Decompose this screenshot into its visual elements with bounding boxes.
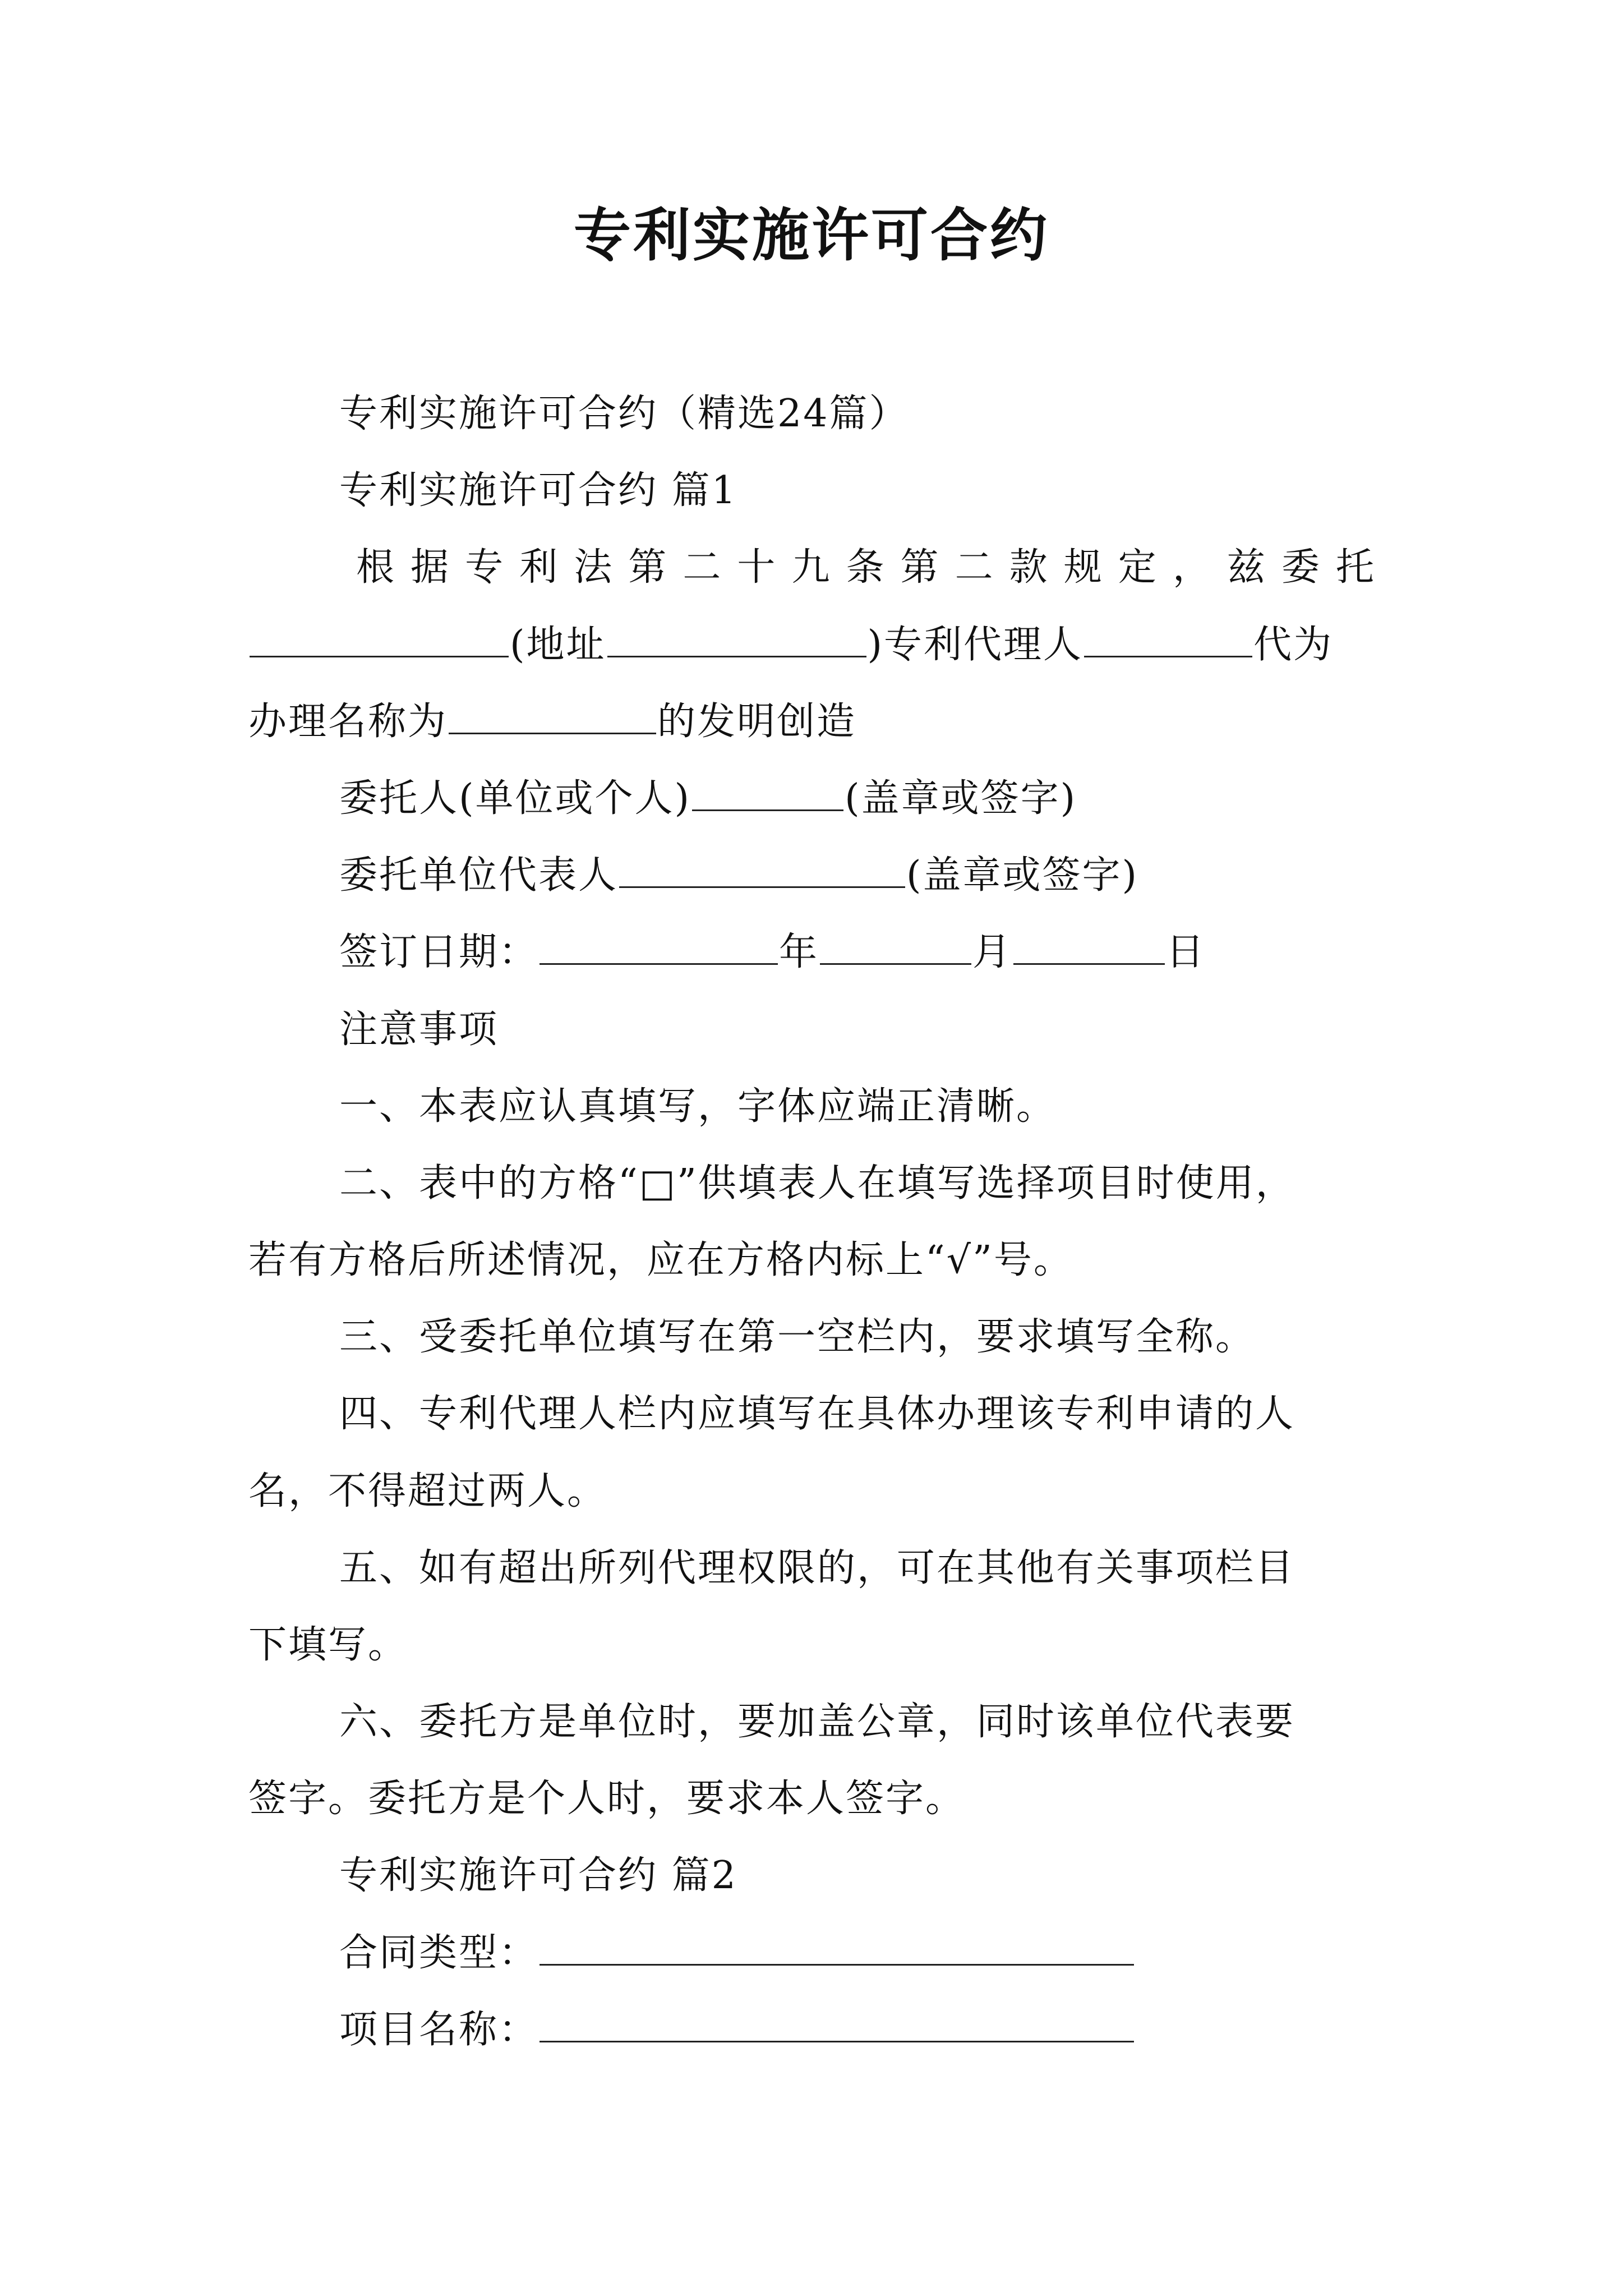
document-title: 专利实施许可合约	[574, 202, 1049, 269]
blank-agency	[250, 621, 509, 657]
month-label: 月	[972, 930, 1013, 974]
blank-address	[607, 621, 866, 657]
principal-label: 委托人(单位或个人)	[339, 776, 691, 821]
note-5-line1: 五、如有超出所列代理权限的，可在其他有关事项栏目	[339, 1546, 1295, 1590]
day-label: 日	[1166, 930, 1206, 974]
para1-line1: 根据专利法第二十九条第二款规定，兹委托	[356, 545, 1376, 590]
section1-heading: 专利实施许可合约 篇1	[339, 468, 737, 513]
representative-label: 委托单位代表人	[339, 853, 619, 898]
intro-line: 专利实施许可合约（精选24篇）	[339, 392, 909, 436]
note-4-line1: 四、专利代理人栏内应填写在具体办理该专利申请的人	[339, 1392, 1295, 1436]
note-1: 一、本表应认真填写，字体应端正清晰。	[339, 1084, 1057, 1129]
para1-line3	[248, 694, 1376, 750]
blank-month	[820, 928, 971, 965]
para1-line2-c: 代为	[1253, 623, 1334, 667]
para1-line2-a: (地址	[510, 623, 606, 667]
blank-invention-name	[449, 698, 656, 734]
note-2-line2: 若有方格后所述情况，应在方格内标上“√”号。	[248, 1238, 1073, 1282]
sign-date-line	[248, 924, 1467, 981]
para1-line2-b: )专利代理人	[867, 623, 1083, 667]
blank-year	[540, 928, 778, 965]
note-5-line2: 下填写。	[248, 1623, 408, 1667]
project-name-label: 项目名称：	[339, 2008, 539, 2052]
note-6-line2: 签字。委托方是个人时，要求本人签字。	[248, 1777, 966, 1821]
section2-heading: 专利实施许可合约 篇2	[339, 1853, 737, 1898]
contract-type-label: 合同类型：	[339, 1931, 539, 1975]
blank-representative	[619, 852, 905, 888]
year-label: 年	[779, 930, 819, 974]
para1-line2	[248, 617, 1376, 673]
note-3: 三、受委托单位填写在第一空栏内，要求填写全称。	[339, 1315, 1256, 1359]
notes-heading: 注意事项	[339, 1007, 499, 1052]
blank-agent	[1084, 621, 1252, 657]
para1-line3-b: 的发明创造	[657, 700, 857, 744]
note-4-line2: 名，不得超过两人。	[248, 1469, 607, 1513]
blank-project-name	[540, 2006, 1134, 2042]
representative-seal: (盖章或签字)	[906, 853, 1139, 898]
contract-type-line	[248, 1925, 1467, 1981]
blank-day	[1013, 928, 1165, 965]
principal-seal: (盖章或签字)	[845, 776, 1077, 821]
blank-principal	[692, 775, 843, 811]
para1-line3-a: 办理名称为	[248, 700, 448, 744]
note-6-line1: 六、委托方是单位时，要加盖公章，同时该单位代表要	[339, 1700, 1295, 1744]
blank-contract-type	[540, 1929, 1134, 1966]
sign-date-label: 签订日期：	[339, 930, 539, 974]
principal-line	[248, 771, 1467, 827]
representative-line	[248, 848, 1467, 904]
project-name-line	[248, 2002, 1467, 2058]
note-2-line1: 二、表中的方格“□”供填表人在填写选择项目时使用，	[339, 1161, 1295, 1205]
